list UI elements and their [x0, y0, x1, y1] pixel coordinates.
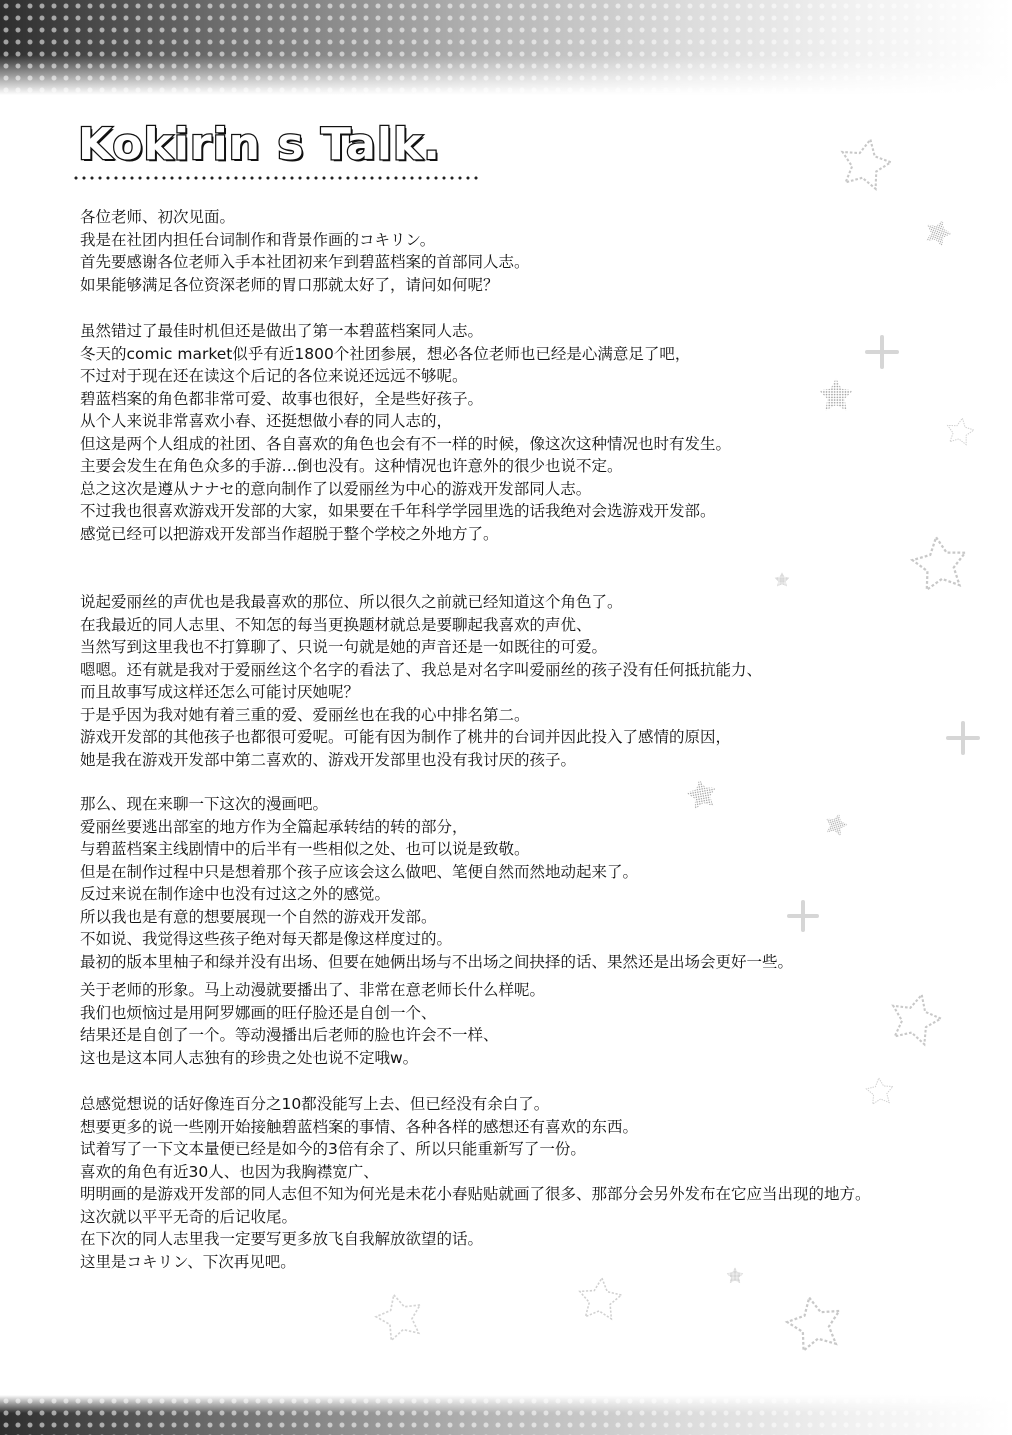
halftone-header-band	[0, 0, 1012, 95]
text-line: 虽然错过了最佳时机但还是做出了第一本碧蓝档案同人志。	[80, 322, 484, 340]
text-line: 不如说、我觉得这些孩子绝对每天都是像这样度过的。	[80, 930, 453, 948]
text-line: 明明画的是游戏开发部的同人志但不知为何光是未花小春贴贴就画了很多、那部分会另外发布在它应当出现的地方。	[80, 1185, 871, 1203]
afterword-text	[80, 206, 940, 1273]
paragraph-first-doujinshi	[80, 320, 940, 545]
paragraph-closing	[80, 1093, 940, 1273]
text-line: 而且故事写成这样还怎么可能讨厌她呢？	[80, 683, 360, 701]
text-line: 不过我也很喜欢游戏开发部的大家，如果要在千年科学学园里选的话我绝对会选游戏开发部。	[80, 502, 716, 520]
text-line: 我是在社团内担任台词制作和背景作画的コキリン。	[80, 230, 436, 249]
paragraph-teacher	[80, 979, 940, 1069]
text-line: 感觉已经可以把游戏开发部当作超脱于整个学校之外地方了。	[80, 524, 499, 543]
paragraph-manga	[80, 793, 940, 973]
outline-star-icon	[945, 416, 976, 446]
text-line: 结果还是自创了一个。等动漫播出后老师的脸也许会不一样、	[80, 1026, 499, 1044]
text-line: 她是我在游戏开发部中第二喜欢的、游戏开发部里也没有我讨厌的孩子。	[80, 750, 577, 769]
halftone-footer-band	[0, 1395, 1012, 1435]
text-line: 于是乎因为我对她有着三重的爱、爱丽丝也在我的心中排名第二。	[80, 705, 530, 724]
text-line: 但是在制作过程中只是想着那个孩子应该会这么做吧、笔便自然而然地动起来了。	[80, 862, 639, 881]
text-line: 总之这次是遵从ナナセ的意向制作了以爱丽丝为中心的游戏开发部同人志。	[80, 479, 592, 498]
text-line: 所以我也是有意的想要展现一个自然的游戏开发部。	[80, 907, 437, 926]
text-line: 各位老师、初次见面。	[80, 208, 236, 226]
text-line: 这里是コキリン、下次再见吧。	[80, 1252, 296, 1271]
outline-star-icon	[783, 1292, 846, 1353]
text-line: 总感觉想说的话好像连百分之10都没能写上去、但已经没有余白了。	[80, 1095, 550, 1113]
text-line: 这也是这本同人志独有的珍贵之处也说不定哦w。	[80, 1048, 419, 1067]
paragraph-voice-actor	[80, 591, 940, 771]
text-line: 如果能够满足各位资深老师的胃口那就太好了，请问如何呢？	[80, 275, 499, 294]
text-line: 想要更多的说一些刚开始接触碧蓝档案的事情、各种各样的感想还有喜欢的东西。	[80, 1117, 639, 1136]
text-line: 首先要感谢各位老师入手本社团初来乍到碧蓝档案的首部同人志。	[80, 253, 530, 271]
text-line: 那么、现在来聊一下这次的漫画吧。	[80, 795, 329, 813]
outline-star-icon	[836, 134, 894, 190]
text-line: 碧蓝档案的角色都非常可爱、故事也很好，全是些好孩子。	[80, 389, 484, 408]
text-line: 不过对于现在还在读这个后记的各位来说还远远不够呢。	[80, 367, 468, 385]
title-dotted-underline	[72, 176, 478, 180]
text-line: 喜欢的角色有近30人、也因为我胸襟宽广、	[80, 1162, 379, 1181]
text-line: 这次就以平平无奇的后记收尾。	[80, 1207, 298, 1226]
text-line: 主要会发生在角色众多的手游…倒也没有。这种情况也许意外的很少也说不定。	[80, 457, 623, 475]
paragraph-greeting	[80, 206, 940, 296]
text-line: 冬天的comic market似乎有近1800个社团参展，想必各位老师也已经是心满意足了吧，	[80, 344, 691, 363]
text-line: 从个人来说非常喜欢小春、还挺想做小春的同人志的，	[80, 412, 453, 430]
text-line: 在下次的同人志里我一定要写更多放飞自我解放欲望的话。	[80, 1230, 484, 1248]
text-line: 说起爱丽丝的声优也是我最喜欢的那位、所以很久之前就已经知道这个角色了。	[80, 593, 623, 611]
plus-sparkle-icon	[948, 723, 978, 753]
outline-star-icon	[578, 1276, 623, 1319]
text-line: 最初的版本里柚子和绿并没有出场、但要在她俩出场与不出场之间抉择的话、果然还是出场会更好一些。	[80, 952, 794, 971]
text-line: 试着写了一下文本量便已经是如今的3倍有余了、所以只能重新写了一份。	[80, 1140, 586, 1158]
text-line: 但这是两个人组成的社团、各自喜欢的角色也会有不一样的时候，像这次这种情况也时有发生。	[80, 434, 732, 453]
outline-star-icon	[372, 1289, 427, 1343]
text-line: 反过来说在制作途中也没有过这之外的感觉。	[80, 885, 391, 903]
text-line: 嗯嗯。还有就是我对于爱丽丝这个名字的看法了、我总是对名字叫爱丽丝的孩子没有任何抵抗能力、	[80, 660, 763, 679]
text-line: 当然写到这里我也不打算聊了、只说一句就是她的声音还是一如既往的可爱。	[80, 638, 608, 656]
page-title: Kokirin s Talk.	[78, 119, 441, 170]
text-line: 在我最近的同人志里、不知怎的每当更换题材就总是要聊起我喜欢的声优、	[80, 615, 592, 634]
text-line: 我们也烦恼过是用阿罗娜画的旺仔脸还是自创一个、	[80, 1003, 437, 1022]
text-line: 游戏开发部的其他孩子也都很可爱呢。可能有因为制作了桃井的台词并因此投入了感情的原因，	[80, 728, 732, 746]
text-line: 爱丽丝要逃出部室的地方作为全篇起承转结的转的部分，	[80, 817, 468, 836]
text-line: 关于老师的形象。马上动漫就要播出了、非常在意老师长什么样呢。	[80, 981, 546, 999]
text-line: 与碧蓝档案主线剧情中的后半有一些相似之处、也可以说是致敬。	[80, 840, 530, 858]
